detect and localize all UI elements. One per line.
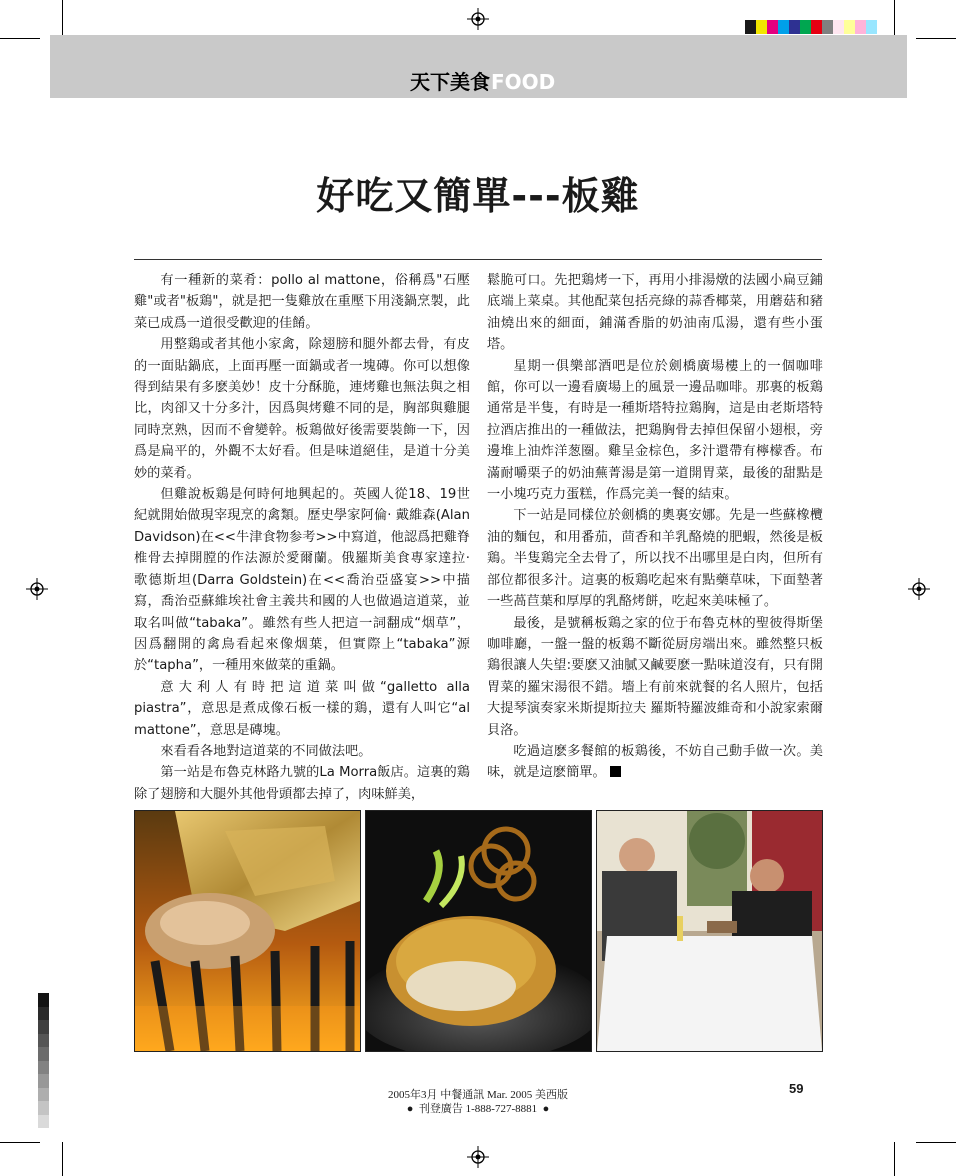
gray-swatch	[38, 993, 49, 1007]
crop-mark	[894, 0, 895, 38]
photo-chicken-plate	[365, 810, 592, 1052]
bullet-icon: ●	[542, 1103, 550, 1115]
color-swatch	[767, 20, 778, 34]
gray-swatch	[38, 1074, 49, 1088]
article-title: 好吃又簡單---板雞	[316, 174, 640, 218]
paragraph: 鬆脆可口。先把鶏烤一下，再用小排湯燉的法國小扁豆鋪底端上菜桌。其他配菜包括亮綠的蒜香椰菜，用蘑菇和豬油燒出來的細面，鋪滿香脂的奶油南瓜湯，還有些小蛋塔。	[487, 273, 823, 353]
article-column-right	[487, 270, 823, 784]
paragraph-final	[487, 741, 823, 784]
registration-mark-icon	[908, 578, 930, 600]
paragraph: 意大利人有時把這道菜叫做“galletto alla piastra”，意思是煮成像石板一樣的鶏，還有人叫它“al mattone”，意思是磚塊。	[134, 679, 470, 738]
gray-swatch	[38, 1034, 49, 1048]
bullet-icon: ●	[406, 1103, 414, 1115]
color-bar	[745, 20, 877, 34]
paragraph: 但雞說板鶏是何時何地興起的。英國人從18、19世紀就開始做現宰現烹的禽類。歷史學家阿倫· 戴維森(Alan Davidson)在<<牛津食物参考>>中寫道，他認爲把雞脊椎骨去掉開膛的作法源於愛爾蘭。俄羅斯美食專家達拉· 歌德斯坦(Darra Goldstein)在<<喬治亞盛宴>>中描寫，喬治亞蘇維埃社會主義共和國的人也做過這道菜，並取名叫做“tabaka”。雖然有些人把這一詞翻成“烟草”，因爲翻開的禽鳥看起來像烟葉，但實際上“tabaka”源於“tapha”，一種用來做菜的重鍋。	[134, 487, 470, 674]
color-swatch	[745, 20, 756, 34]
paragraph: 第一站是布魯克林路九號的La Morra飯店。這裏的鶏除了翅膀和大腿外其他骨頭都去掉了，肉味鮮美，	[134, 765, 470, 802]
color-swatch	[844, 20, 855, 34]
footer-publication-line: 2005年3月 中餐通訊 Mar. 2005 美西版	[388, 1089, 568, 1101]
section-title	[410, 66, 555, 95]
crop-mark	[0, 1142, 40, 1143]
paragraph: 用整鶏或者其他小家禽，除翅膀和腿外都去骨，有皮的一面貼鍋底，上面再壓一面鍋或者一塊磚。你可以想像得到結果有多麽美妙！皮十分酥脆，連烤雞也無法與之相比，肉卻又十分多汁，因爲與烤雞不同的是，胸部與雞腿同時烹熟，因而不會變幹。板鶏做好後需要裝飾一下，因爲是扁平的，外觀不太好看。但是味道絕佳，是道十分美妙的菜肴。	[134, 337, 470, 481]
color-swatch	[800, 20, 811, 34]
paragraph: 下一站是同樣位於劍橋的奧裏安娜。先是一些蘇橡欖油的麵包，和用番茄，茴香和羊乳酪燒的肥蝦，然後是板鶏。半隻鶏完全去骨了，所以找不出哪里是白肉，但所有部位都很多汁。這裏的板鶏吃起來有點藥草味，下面墊著一些萵苣葉和厚厚的乳酪烤餅，吃起來美味極了。	[487, 508, 823, 610]
crop-mark	[916, 38, 956, 39]
footer	[0, 1088, 956, 1116]
crop-mark	[0, 38, 40, 39]
crop-mark	[894, 1142, 895, 1176]
crop-mark	[62, 1142, 63, 1176]
registration-mark-icon	[26, 578, 48, 600]
crop-mark	[62, 0, 63, 38]
gray-swatch	[38, 1020, 49, 1034]
photo-grilled-chicken	[134, 810, 361, 1052]
crop-mark	[916, 1142, 956, 1143]
color-swatch	[789, 20, 800, 34]
color-swatch	[778, 20, 789, 34]
gray-swatch	[38, 1061, 49, 1075]
color-swatch	[822, 20, 833, 34]
gray-swatch	[38, 1047, 49, 1061]
paragraph: 星期一俱樂部酒吧是位於劍橋廣場樓上的一個咖啡館，你可以一邊看廣場上的風景一邊品咖啡。那裏的板鶏通常是半隻，有時是一種斯塔特拉鶏胸，這是由老斯塔特拉酒店推出的一種做法，把鶏胸骨去掉但保留小翅根，旁邊堆上油炸洋葱圈。雞呈金棕色，多汁還帶有檸檬香。布滿耐嚼栗子的奶油蕪菁湯是第一道開胃菜，最後的甜點是一小塊巧克力蛋糕，作爲完美一餐的結束。	[487, 358, 823, 503]
section-title-en: FOOD	[491, 70, 556, 94]
footer-ad-line	[0, 1102, 956, 1116]
color-swatch	[855, 20, 866, 34]
end-mark-icon	[610, 766, 621, 777]
color-swatch	[756, 20, 767, 34]
article-column-left	[134, 270, 470, 805]
registration-mark-icon	[467, 1146, 489, 1168]
title-divider	[134, 259, 822, 260]
paragraph: 來看看各地對這道菜的不同做法吧。	[160, 743, 372, 759]
footer-ad-text: 刊登廣告 1-888-727-8881	[418, 1103, 538, 1115]
gray-swatch	[38, 1007, 49, 1021]
paragraph: 有一種新的菜肴：pollo al mattone，俗稱爲"石壓雞"或者"板鶏"，就是把一隻雞放在重壓下用淺鍋烹製，此菜已成爲一道很受歡迎的佳餚。	[134, 273, 470, 331]
page-number: 59	[789, 1081, 804, 1096]
color-swatch	[811, 20, 822, 34]
color-swatch	[833, 20, 844, 34]
photo-diners	[596, 810, 823, 1052]
paragraph: 最後，是號稱板鶏之家的位于布魯克林的聖彼得斯堡咖啡廳，一盤一盤的板鶏不斷從厨房端出來。雖然整只板鶏很讓人失望:要麽又油膩又鹹要麽一點味道沒有，只有開胃菜的羅宋湯很不錯。墻上有前來就餐的名人照片，包括大提琴演奏家米斯提斯拉夫 羅斯特羅波維奇和小說家索爾 貝洛。	[487, 615, 823, 738]
registration-mark-icon	[467, 8, 489, 30]
section-title-zh: 天下美食	[410, 70, 490, 94]
color-swatch	[866, 20, 877, 34]
gray-swatch	[38, 1115, 49, 1129]
paragraph-final-text: 吃過這麽多餐館的板鶏後，不妨自己動手做一次。美味，就是這麽簡單。	[487, 743, 823, 781]
